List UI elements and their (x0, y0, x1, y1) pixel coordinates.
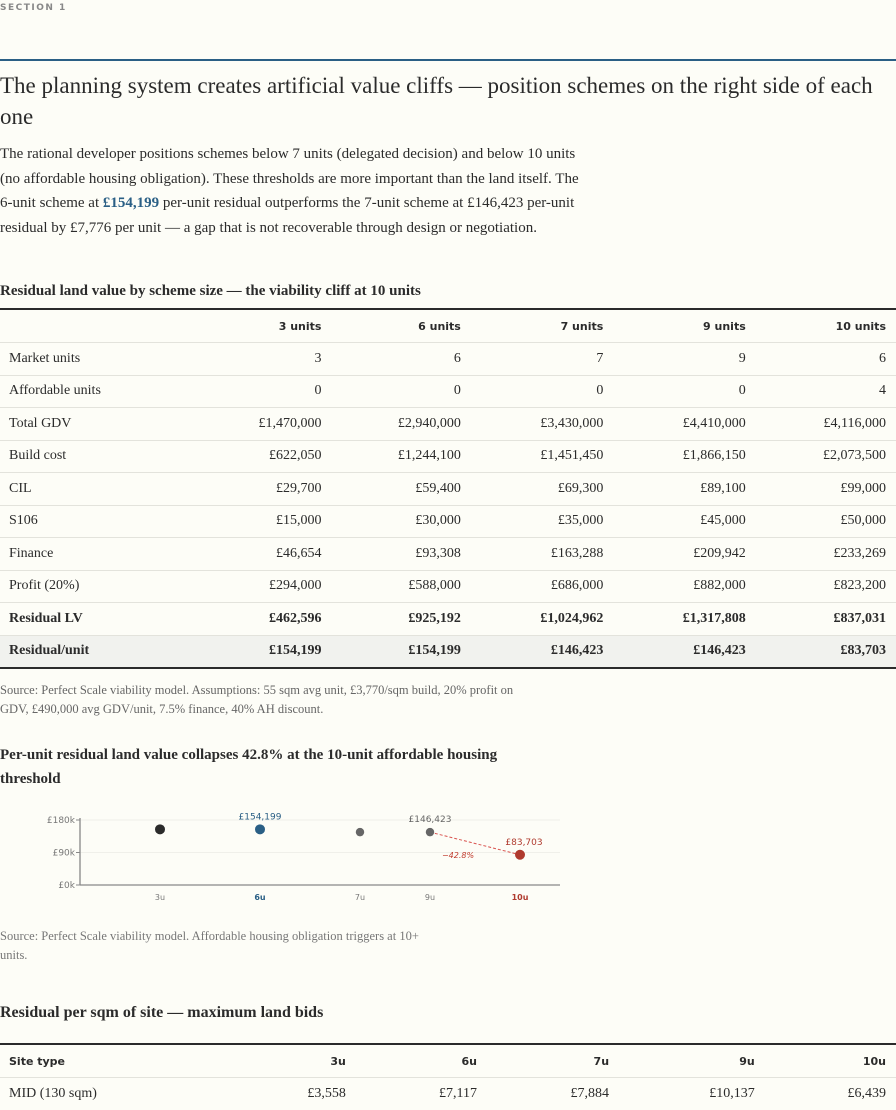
chart-source: Source: Perfect Scale viability model. Affordable housing obligation triggers at 10+ units. (0, 929, 419, 962)
table-cell: £1,024,962 (471, 603, 613, 636)
table-cell: £154,199 (331, 635, 470, 668)
x-tick-label: 6u (254, 893, 266, 902)
table-row (0, 375, 896, 408)
table-row (0, 570, 896, 603)
column-header: 9 units (703, 319, 746, 333)
residual-chart (0, 800, 600, 910)
table-cell: £294,000 (183, 570, 332, 603)
column-header: 6u (461, 1054, 477, 1068)
y-tick-label: £90k (52, 848, 75, 859)
table-cell: £4,410,000 (613, 408, 755, 441)
table-cell: Total GDV (0, 408, 183, 441)
data-point-9u (426, 828, 434, 836)
table-row (0, 505, 896, 538)
table-row (0, 538, 896, 571)
table-cell: 0 (183, 375, 332, 408)
column-header: 7u (593, 1054, 610, 1068)
column-header: 7 units (560, 319, 604, 333)
table-cell: £3,430,000 (471, 408, 613, 441)
table-cell: Residual LV (0, 603, 183, 636)
column-header: 6 units (418, 319, 461, 333)
column-header: 10 units (835, 319, 886, 333)
table-cell: £6,439 (765, 1078, 896, 1110)
column-header: Site type (9, 1054, 66, 1068)
table-cell: £1,866,150 (613, 440, 755, 473)
table-cell: £209,942 (613, 538, 755, 571)
table-row (0, 603, 896, 636)
x-tick-label: 9u (424, 893, 436, 902)
table-cell: £59,400 (331, 473, 470, 506)
table-cell: 6 (331, 343, 470, 376)
table-cell: 3 (183, 343, 332, 376)
table-cell: £15,000 (183, 505, 332, 538)
table-cell: £1,317,808 (613, 603, 755, 636)
column-header (0, 309, 183, 343)
table-cell: Market units (0, 343, 183, 376)
table1-caption: Residual land value by scheme size — the viability cliff at 10 units (0, 283, 421, 299)
table-cell: £35,000 (471, 505, 613, 538)
table-cell: £7,117 (356, 1078, 487, 1110)
column-header: 3u (330, 1054, 346, 1068)
table-cell: £462,596 (183, 603, 332, 636)
table-row (0, 343, 896, 376)
table-cell: £146,423 (613, 635, 755, 668)
table-row (0, 473, 896, 506)
table-cell: £4,116,000 (756, 408, 896, 441)
table-cell: £69,300 (471, 473, 613, 506)
lead-text: The rational developer positions schemes below 7 units (delegated decision) and below 10 units (no affordable housing obligation). These thresholds are more important than the land itself. The 6-unit scheme at (0, 146, 579, 211)
table-cell: £925,192 (331, 603, 470, 636)
y-tick-label: £180k (46, 816, 75, 826)
table-cell: 0 (331, 375, 470, 408)
x-tick-label: 7u (354, 893, 366, 902)
column-header: 10u (862, 1054, 886, 1068)
table-cell: £7,884 (487, 1078, 619, 1110)
data-point-10u (515, 850, 525, 860)
table-cell: Profit (20%) (0, 570, 183, 603)
table-cell: Build cost (0, 440, 183, 473)
table-cell: £89,100 (613, 473, 755, 506)
page-title: The planning system creates artificial value cliffs — position schemes on the right side of each one (0, 73, 873, 129)
x-tick-label: 3u (154, 893, 166, 902)
header-row (0, 309, 896, 343)
table-cell: £30,000 (331, 505, 470, 538)
table-cell: £622,050 (183, 440, 332, 473)
table-cell: £2,073,500 (756, 440, 896, 473)
table-row (0, 635, 896, 668)
table-cell: £29,700 (183, 473, 332, 506)
table-cell: £3,558 (230, 1078, 356, 1110)
table-cell: 6 (756, 343, 896, 376)
table-cell: 0 (471, 375, 613, 408)
table-cell: £686,000 (471, 570, 613, 603)
divider (0, 59, 896, 61)
table-cell: £45,000 (613, 505, 755, 538)
table-row (0, 440, 896, 473)
table2-caption: Residual per sqm of site — maximum land bids (0, 1004, 324, 1021)
table-cell: £837,031 (756, 603, 896, 636)
table-cell: 7 (471, 343, 613, 376)
table-cell: 9 (613, 343, 755, 376)
table-cell: £823,200 (756, 570, 896, 603)
section-label: SECTION 1 (0, 3, 67, 13)
table-cell: £93,308 (331, 538, 470, 571)
table-cell: 4 (756, 375, 896, 408)
drop-annotation: −42.8% (441, 851, 475, 860)
x-tick-label: 10u (511, 893, 529, 902)
table-cell: £1,470,000 (183, 408, 332, 441)
lead-highlight: £154,199 (102, 195, 160, 211)
data-label: £83,703 (505, 837, 543, 848)
table-cell: £99,000 (756, 473, 896, 506)
table-cell: £50,000 (756, 505, 896, 538)
table-row (0, 408, 896, 441)
table-cell: £1,451,450 (471, 440, 613, 473)
residual-table (0, 308, 896, 669)
column-header: 3 units (278, 319, 322, 333)
table-cell: £83,703 (756, 635, 896, 668)
table-cell: £154,199 (183, 635, 332, 668)
data-label: £154,199 (238, 812, 282, 823)
table-cell: £2,940,000 (331, 408, 470, 441)
table-cell: Residual/unit (0, 635, 183, 668)
table-cell: Affordable units (0, 375, 183, 408)
table-cell: S106 (0, 505, 183, 538)
table-cell: £46,654 (183, 538, 332, 571)
chart-title: Per-unit residual land value collapses 42.8% at the 10-unit affordable housing threshold (0, 747, 498, 787)
table-cell: £10,137 (619, 1078, 765, 1110)
table-row (0, 1078, 896, 1110)
table-cell: £233,269 (756, 538, 896, 571)
data-label: £146,423 (408, 815, 452, 826)
table-cell: 0 (613, 375, 755, 408)
data-point-7u (356, 828, 364, 836)
table-cell: £163,288 (471, 538, 613, 571)
table-cell: Finance (0, 538, 183, 571)
lead-text: per-unit residual outperforms the 7-unit scheme at £146,423 per-unit residual by £7,776 per unit — a gap that is not recoverable through design or negotiation. (0, 195, 575, 236)
y-tick-label: £0k (58, 881, 75, 891)
header-row (0, 1044, 896, 1078)
table-cell: £882,000 (613, 570, 755, 603)
column-header: 9u (739, 1054, 755, 1068)
lead-paragraph (0, 142, 580, 240)
table-cell: MID (130 sqm) (0, 1078, 230, 1110)
table1-source: Source: Perfect Scale viability model. Assumptions: 55 sqm avg unit, £3,770/sqm build, 20% profit on GDV, £490,000 avg GDV/unit, 7.5% finance, 40% AH discount. (0, 683, 514, 716)
table-cell: CIL (0, 473, 183, 506)
table-cell: £1,244,100 (331, 440, 470, 473)
data-point-3u (155, 824, 165, 834)
table-cell: £146,423 (471, 635, 613, 668)
table-cell: £588,000 (331, 570, 470, 603)
data-point-6u (255, 824, 265, 834)
